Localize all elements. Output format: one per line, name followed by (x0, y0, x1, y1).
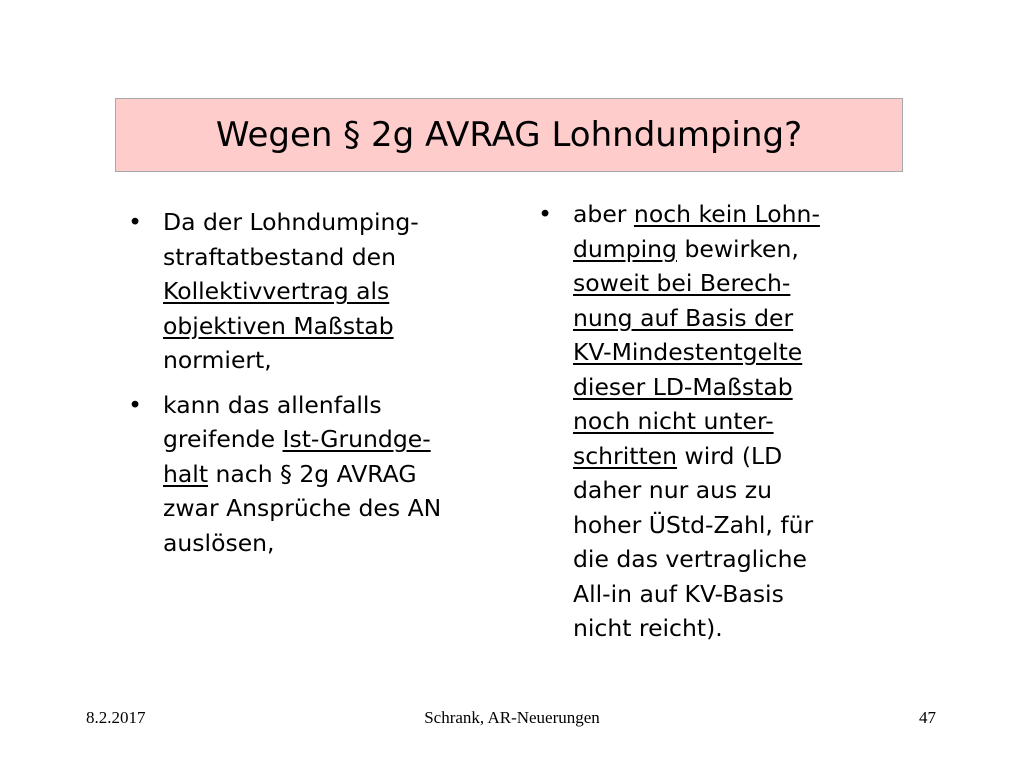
text-line: nicht reicht). (573, 614, 723, 642)
footer-date: 8.2.2017 (86, 708, 146, 727)
text-segment-underlined: schritten (573, 441, 678, 470)
text-line (573, 232, 915, 267)
text-line-underlined: KV-Mindestentgelte (573, 338, 803, 366)
text-line-underlined: objektiven Maßstab (163, 311, 394, 340)
text-line: die das vertragliche (573, 545, 807, 573)
text-line: straftatbestand den (163, 242, 396, 271)
slide-title: Wegen § 2g AVRAG Lohndumping? (215, 115, 803, 155)
page-number: 47 (919, 708, 936, 727)
left-bullet-2 (125, 388, 525, 561)
text-segment-underlined: halt (163, 459, 209, 488)
text-line-underlined: Kollektivvertrag als (163, 277, 390, 305)
text-line: zwar Ansprüche des AN (163, 494, 442, 522)
footer-presenter: Schrank, AR-Neuerungen (424, 708, 600, 727)
text-segment-underlined: Ist-Grundge- (282, 425, 431, 453)
text-segment: wird (LD (677, 441, 783, 470)
text-line (163, 422, 525, 457)
text-line-underlined: noch nicht unter- (573, 407, 774, 435)
bullet-icon: • (128, 208, 142, 236)
right-column (535, 197, 915, 646)
text-line: daher nur aus zu (573, 476, 772, 504)
text-line: auslösen, (163, 528, 275, 557)
text-line: All-in auf KV-Basis (573, 579, 784, 608)
text-segment-underlined: dumping (573, 234, 677, 263)
text-line (573, 197, 915, 232)
text-line-underlined: dieser LD-Maßstab (573, 372, 793, 401)
left-bullet-1 (125, 205, 525, 378)
text-line (573, 439, 915, 474)
title-box (115, 98, 903, 172)
bullet-icon: • (538, 200, 552, 228)
text-line-underlined: nung auf Basis der (573, 303, 794, 332)
text-line-underlined: soweit bei Berech- (573, 269, 791, 297)
text-line: Da der Lohndumping- (163, 208, 419, 236)
text-segment: nach § 2g AVRAG (208, 459, 417, 488)
text-line: hoher ÜStd-Zahl, für (573, 510, 814, 539)
text-line: normiert, (163, 346, 272, 374)
text-segment: greifende (163, 425, 283, 453)
text-segment: bewirken, (676, 234, 799, 263)
text-line: kann das allenfalls (163, 390, 382, 419)
bullet-icon: • (128, 390, 142, 419)
left-column (125, 205, 525, 560)
text-segment: aber (573, 200, 634, 228)
text-segment-underlined: noch kein Lohn- (633, 200, 820, 228)
right-bullet-1 (535, 197, 915, 646)
text-line (163, 457, 525, 492)
